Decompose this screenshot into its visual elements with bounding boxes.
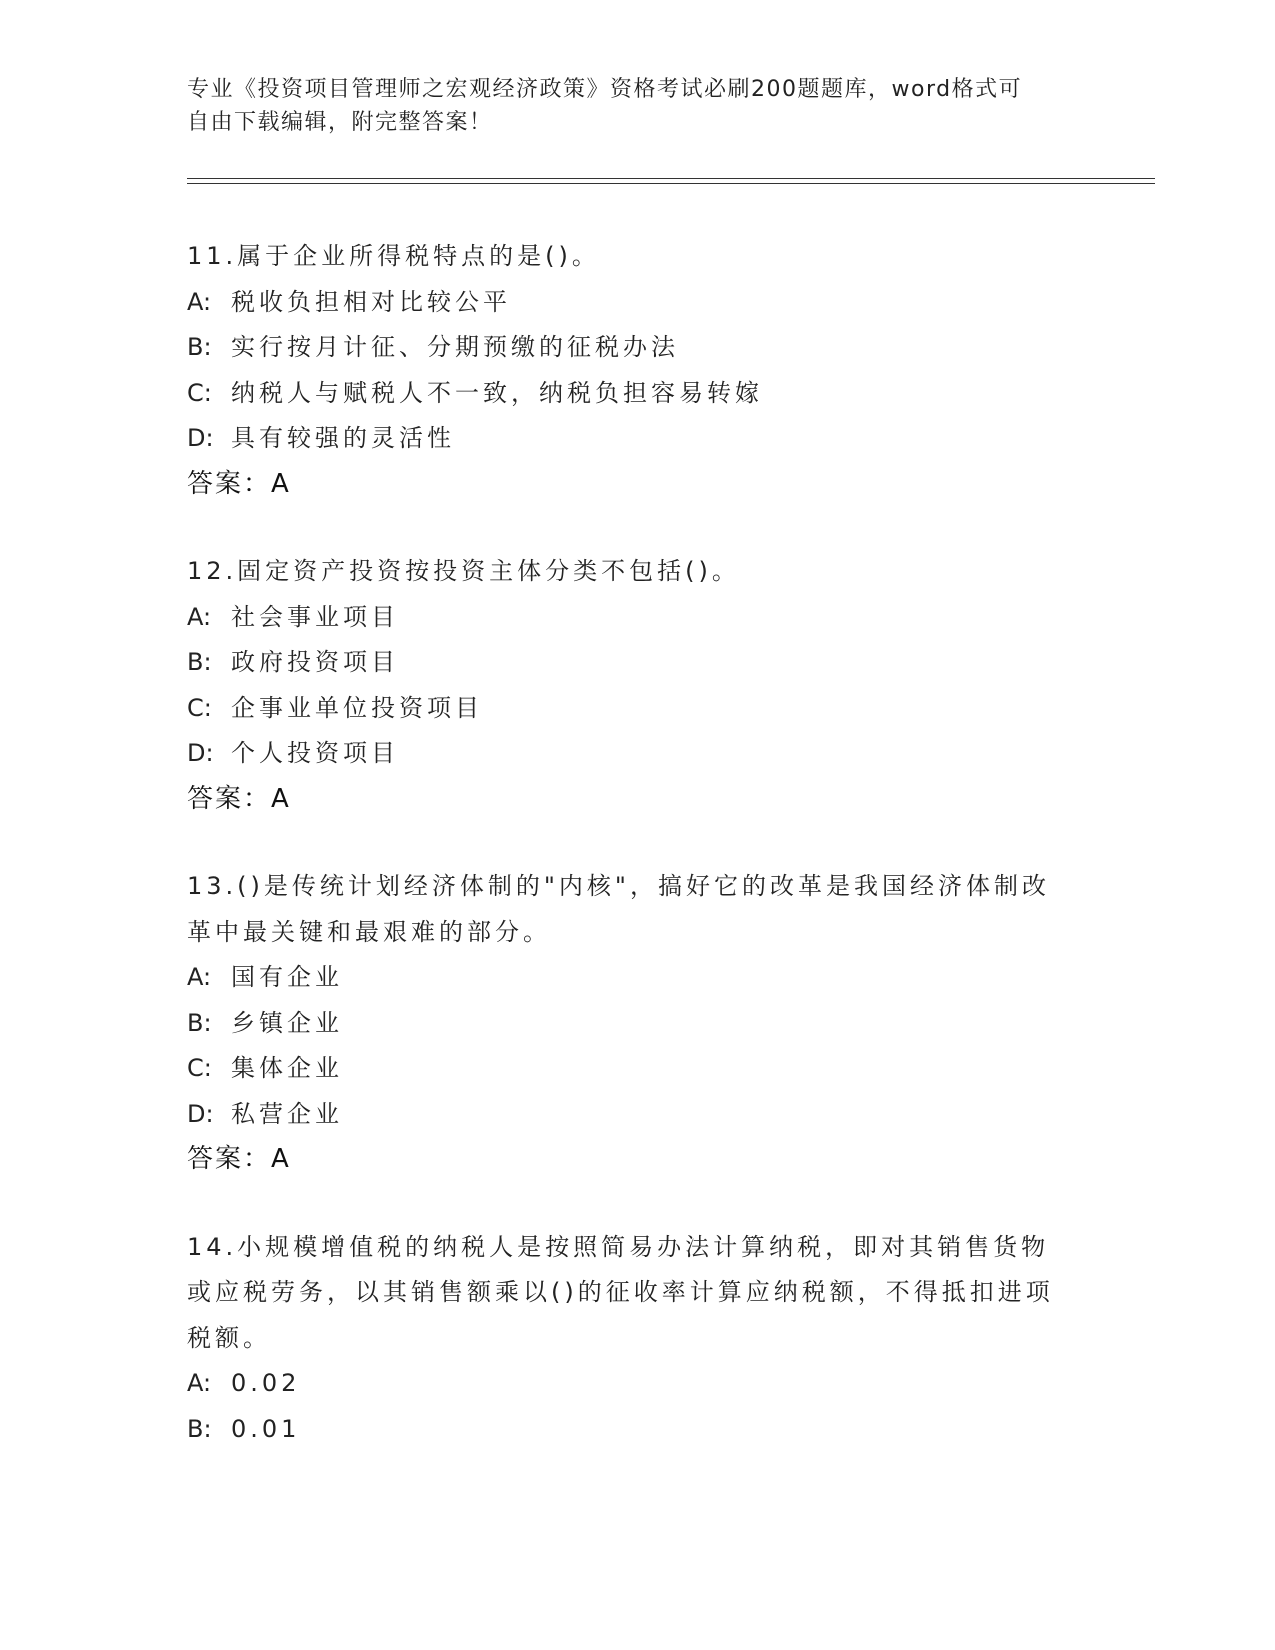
- option-d: [187, 416, 1087, 462]
- answer-line: 答案：A: [187, 1144, 291, 1174]
- header-line-1: 专业《投资项目管理师之宏观经济政策》资格考试必刷200题题库，word格式可: [187, 77, 1023, 102]
- option-text: 税收负担相对比较公平: [231, 287, 511, 316]
- header-divider-bottom: [187, 183, 1155, 184]
- option-letter: C:: [187, 378, 212, 407]
- option-text: 集体企业: [231, 1054, 343, 1082]
- option-text: 社会事业项目: [231, 602, 399, 631]
- option-letter: B:: [187, 1414, 212, 1443]
- option-letter: B:: [187, 1008, 212, 1037]
- question-11: [187, 234, 1087, 507]
- question-13: [187, 864, 1087, 1183]
- option-text: 私营企业: [231, 1099, 343, 1128]
- option-letter: D:: [187, 739, 214, 767]
- option-letter: B:: [187, 648, 212, 676]
- question-14: [187, 1225, 1087, 1453]
- option-letter: D:: [187, 424, 214, 452]
- option-letter: A:: [187, 1369, 212, 1397]
- option-c: [187, 686, 1087, 732]
- option-text: 企事业单位投资项目: [231, 693, 483, 722]
- option-text: 0.01: [231, 1414, 301, 1443]
- option-a: [187, 1361, 1087, 1407]
- option-text: 纳税人与赋税人不一致，纳税负担容易转嫁: [231, 378, 763, 407]
- option-a: [187, 280, 1087, 326]
- option-a: [187, 595, 1087, 641]
- document-header: [187, 73, 1087, 139]
- header-divider-top: [187, 178, 1155, 179]
- option-text: 0.02: [231, 1369, 301, 1397]
- option-d: [187, 731, 1087, 777]
- option-text: 乡镇企业: [231, 1008, 343, 1037]
- option-letter: A:: [187, 963, 212, 991]
- question-list: [187, 234, 1087, 1494]
- header-line-2: 自由下载编辑，附完整答案！: [187, 110, 493, 135]
- option-text: 实行按月计征、分期预缴的征税办法: [231, 333, 679, 361]
- option-c: [187, 1046, 1087, 1092]
- option-c: [187, 371, 1087, 417]
- option-letter: C:: [187, 1054, 212, 1082]
- question-stem: 12.固定资产投资按投资主体分类不包括()。: [187, 557, 740, 585]
- answer-line: 答案：A: [187, 783, 291, 814]
- question-stem: 13.()是传统计划经济体制的"内核"，搞好它的改革是我国经济体制改革中最关键和最艰难的部分。: [187, 872, 1050, 946]
- question-stem: 11.属于企业所得税特点的是()。: [187, 242, 600, 270]
- option-d: [187, 1092, 1087, 1138]
- option-a: [187, 955, 1087, 1001]
- option-letter: A:: [187, 287, 212, 316]
- option-text: 个人投资项目: [231, 739, 399, 767]
- option-b: [187, 1001, 1087, 1047]
- option-text: 国有企业: [231, 963, 343, 991]
- option-b: [187, 1407, 1087, 1453]
- question-stem: 14.小规模增值税的纳税人是按照简易办法计算纳税，即对其销售货物或应税劳务，以其销售额乘以()的征收率计算应纳税额，不得抵扣进项税额。: [187, 1232, 1054, 1352]
- option-letter: A:: [187, 602, 212, 631]
- option-letter: B:: [187, 333, 212, 361]
- answer-line: 答案：A: [187, 468, 291, 499]
- option-letter: C:: [187, 693, 212, 722]
- question-12: [187, 549, 1087, 822]
- option-letter: D:: [187, 1099, 214, 1128]
- option-b: [187, 640, 1087, 686]
- option-text: 具有较强的灵活性: [231, 424, 455, 452]
- option-text: 政府投资项目: [231, 648, 399, 676]
- option-b: [187, 325, 1087, 371]
